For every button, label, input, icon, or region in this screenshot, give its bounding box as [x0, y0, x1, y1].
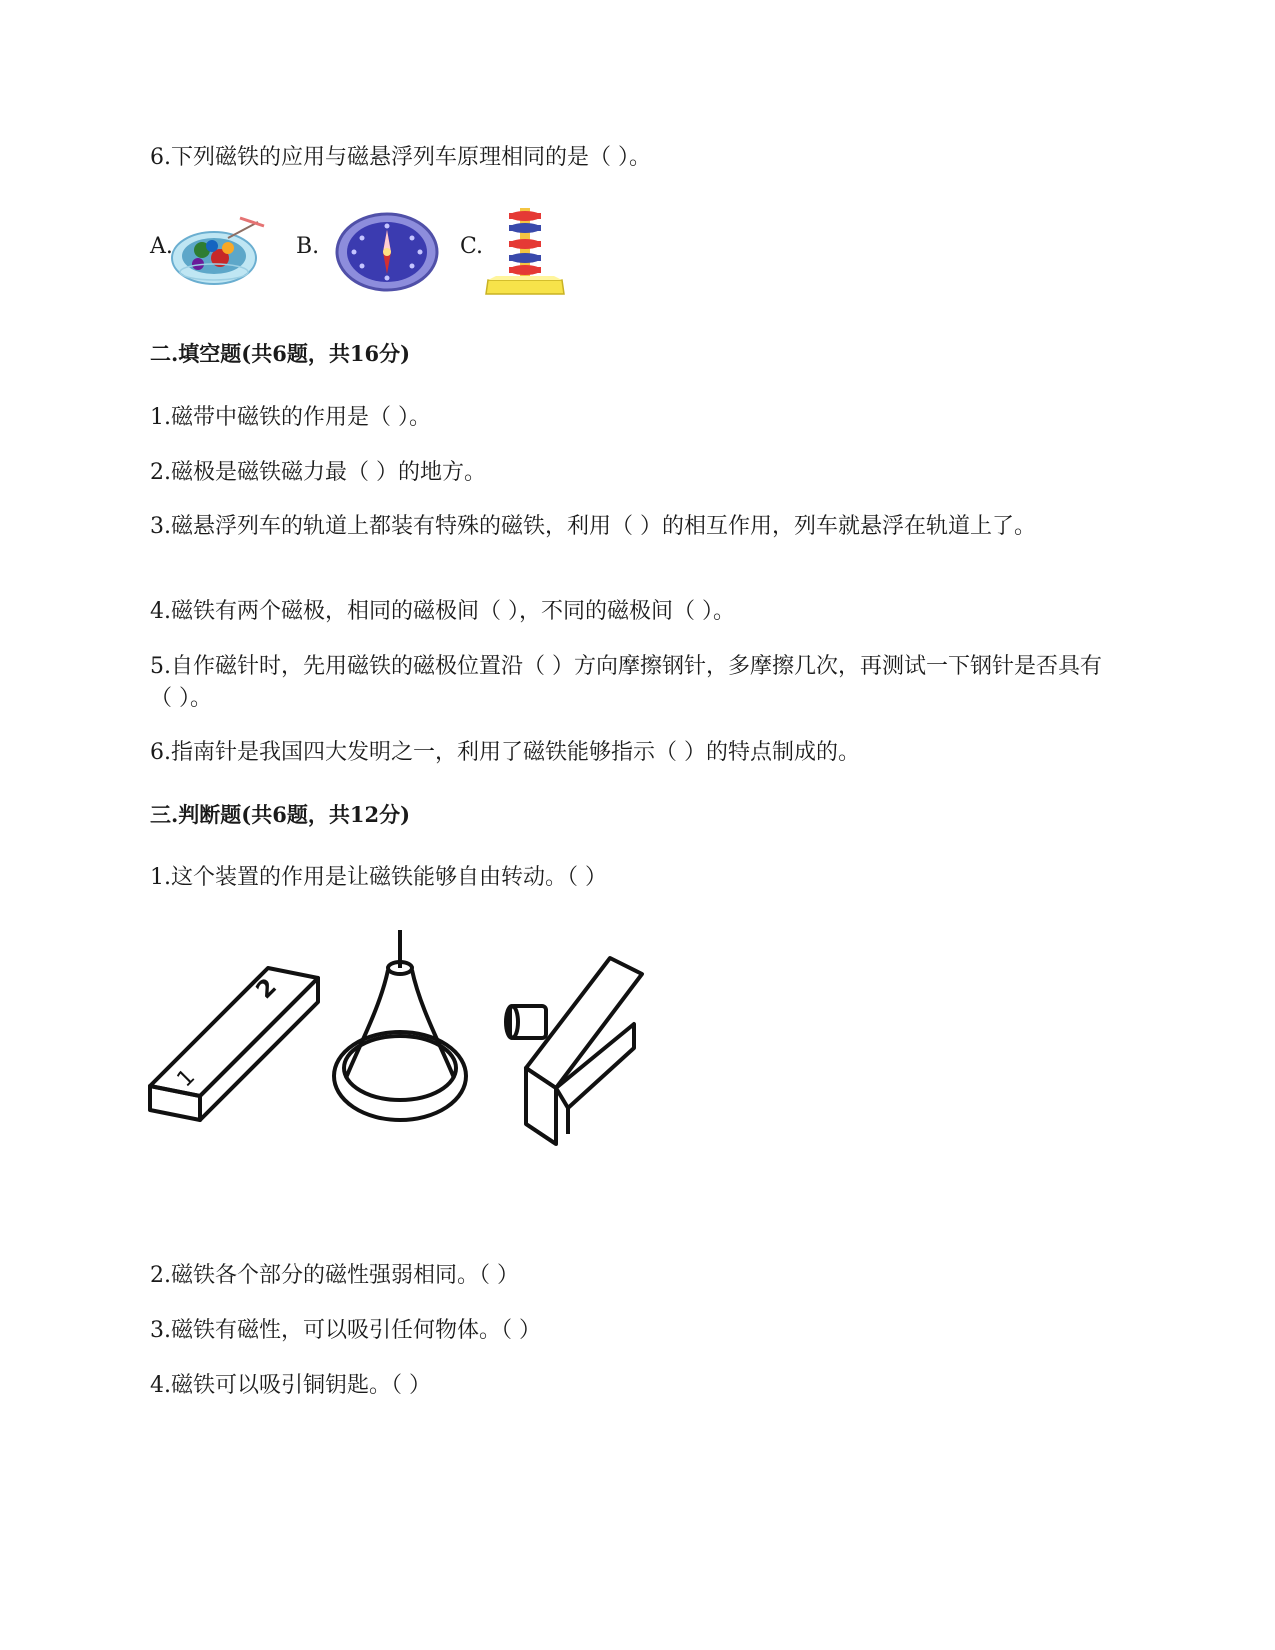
bar-magnet-label-1: 1: [172, 1064, 201, 1093]
option-b-label: B.: [296, 234, 320, 259]
judge-question-4: 4.磁铁可以吸引铜钥匙。（ ）: [150, 1373, 431, 1398]
magnet-apparatus-figure: [148, 928, 658, 1162]
fill-question-6: 6.指南针是我国四大发明之一，利用了磁铁能够指示（ ）的特点制成的。: [150, 740, 860, 765]
judge-question-1: 1.这个装置的作用是让磁铁能够自由转动。（ ）: [150, 865, 607, 890]
bar-magnet-drawing: [150, 968, 318, 1120]
fill-question-1: 1.磁带中磁铁的作用是（ ）。: [150, 405, 431, 430]
section3-heading: 三.判断题(共6题，共12分): [150, 802, 411, 827]
fill-question-4: 4.磁铁有两个磁极，相同的磁极间（ ），不同的磁极间（ ）。: [150, 599, 735, 624]
fill-question-2: 2.磁极是磁铁磁力最（ ）的地方。: [150, 460, 486, 485]
judge-question-3: 3.磁铁有磁性，可以吸引任何物体。（ ）: [150, 1318, 541, 1343]
pivot-stand-drawing: [334, 930, 466, 1120]
q6-stem: 6.下列磁铁的应用与磁悬浮列车原理相同的是（ ）。: [150, 145, 651, 170]
option-a-label: A.: [150, 234, 173, 259]
judge-question-2: 2.磁铁各个部分的磁性强弱相同。（ ）: [150, 1263, 519, 1288]
fill-question-5: 5.自作磁针时，先用磁铁的磁极位置沿（ ）方向摩擦钢针，多摩擦几次，再测试一下钢针是否具有（ ）。: [150, 654, 1102, 711]
option-c-label: C.: [460, 234, 484, 259]
magnet-holder-drawing: [506, 958, 642, 1144]
spinning-top-plate-image: [168, 208, 268, 296]
fill-question-3: 3.磁悬浮列车的轨道上都装有特殊的磁铁，利用（ ）的相互作用，列车就悬浮在轨道上了。: [150, 514, 1036, 539]
levitating-rings-image: [484, 204, 568, 304]
section2-heading: 二.填空题(共6题，共16分): [150, 341, 411, 366]
bar-magnet-label-2: 2: [250, 972, 283, 1005]
compass-image: [332, 208, 442, 296]
